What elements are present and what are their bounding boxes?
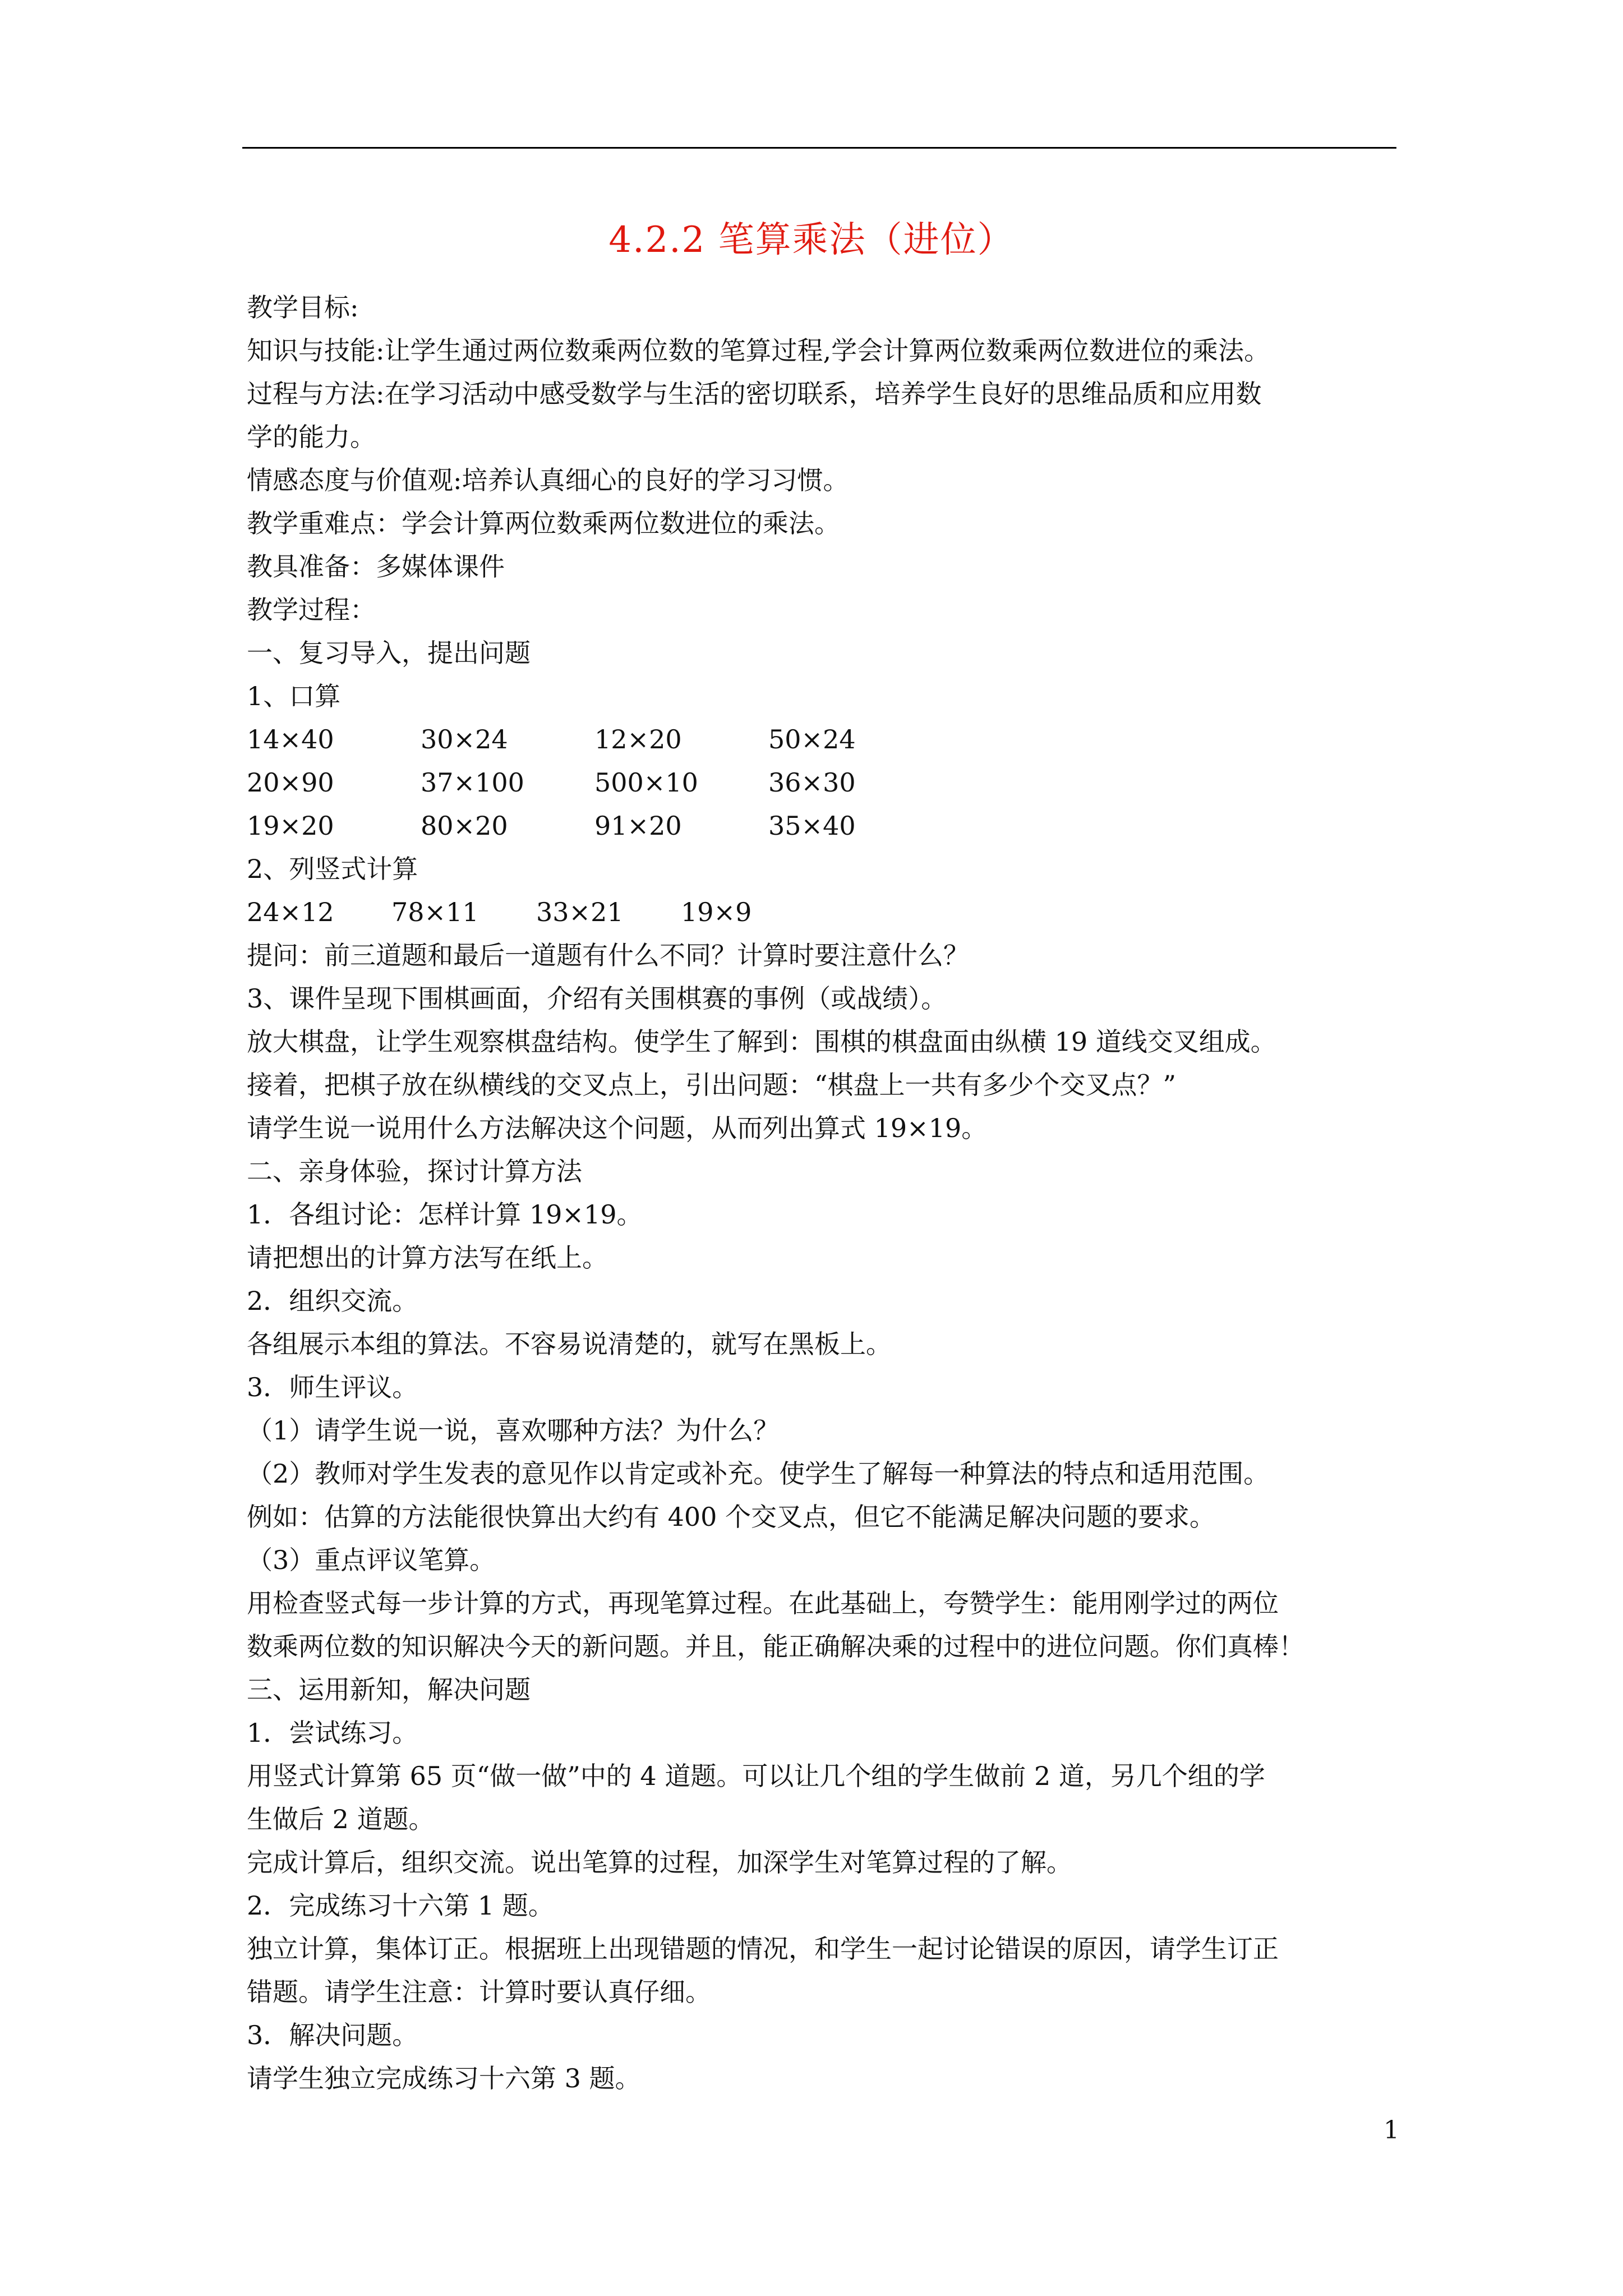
oral-calc-item: 91×20 bbox=[594, 811, 682, 841]
header-rule bbox=[242, 147, 1396, 149]
text-line: 请学生说一说用什么方法解决这个问题，从而列出算式 19×19。 bbox=[247, 1113, 988, 1143]
text-line: 教学重难点：学会计算两位数乘两位数进位的乘法。 bbox=[247, 508, 840, 539]
text-line: 请把想出的计算方法写在纸上。 bbox=[247, 1243, 608, 1273]
text-line: 学的能力。 bbox=[247, 422, 376, 452]
text-line: （3）重点评议笔算。 bbox=[247, 1545, 496, 1575]
document-body bbox=[247, 286, 1402, 2100]
text-line: 教具准备：多媒体课件 bbox=[247, 551, 505, 582]
text-line: 3．师生评议。 bbox=[247, 1372, 418, 1402]
text-line: 过程与方法:在学习活动中感受数学与生活的密切联系，培养学生良好的思维品质和应用数 bbox=[247, 379, 1262, 409]
text-line: 3、课件呈现下围棋画面，介绍有关围棋赛的事例（或战绩）。 bbox=[247, 983, 947, 1014]
text-line: 数乘两位数的知识解决今天的新问题。并且，能正确解决乘的过程中的进位问题。你们真棒！ bbox=[247, 1631, 1304, 1662]
text-line: 完成计算后，组织交流。说出笔算的过程，加深学生对笔算过程的了解。 bbox=[247, 1847, 1072, 1878]
section-heading: 三、运用新知，解决问题 bbox=[247, 1674, 531, 1705]
text-line: （1）请学生说一说，喜欢哪种方法？为什么？ bbox=[247, 1415, 780, 1446]
vertical-calc-item: 78×11 bbox=[391, 897, 479, 927]
oral-calc-item: 500×10 bbox=[594, 767, 698, 798]
text-line: 放大棋盘，让学生观察棋盘结构。使学生了解到：围棋的棋盘面由纵横 19 道线交叉组成。 bbox=[247, 1027, 1276, 1057]
oral-calc-item: 35×40 bbox=[768, 811, 856, 841]
oral-calc-row bbox=[247, 804, 1402, 848]
text-line: 1．尝试练习。 bbox=[247, 1718, 418, 1748]
oral-calc-item: 14×40 bbox=[247, 724, 334, 754]
oral-calc-row bbox=[247, 718, 1402, 761]
text-line: 生做后 2 道题。 bbox=[247, 1804, 435, 1834]
vertical-calc-item: 24×12 bbox=[247, 897, 334, 927]
section-heading: 二、亲身体验，探讨计算方法 bbox=[247, 1156, 582, 1186]
page-number: 1 bbox=[1384, 2116, 1399, 2145]
subsection-heading: 2、列竖式计算 bbox=[247, 854, 418, 884]
oral-calc-item: 50×24 bbox=[768, 724, 856, 754]
oral-calc-item: 12×20 bbox=[594, 724, 682, 754]
section-heading: 一、复习导入，提出问题 bbox=[247, 638, 531, 668]
text-line: 用检查竖式每一步计算的方式，再现笔算过程。在此基础上，夸赞学生：能用刚学过的两位 bbox=[247, 1588, 1279, 1618]
oral-calc-row bbox=[247, 761, 1402, 804]
document-title: 4.2.2 笔算乘法（进位） bbox=[608, 219, 1015, 261]
text-line: 教学过程： bbox=[247, 595, 376, 625]
vertical-calc-item: 33×21 bbox=[536, 897, 624, 927]
text-line: 提问：前三道题和最后一道题有什么不同？计算时要注意什么？ bbox=[247, 940, 969, 970]
text-line: 情感态度与价值观:培养认真细心的良好的学习习惯。 bbox=[247, 465, 849, 495]
vertical-calc-row bbox=[247, 891, 1402, 934]
text-line: 2．组织交流。 bbox=[247, 1286, 418, 1316]
oral-calc-item: 20×90 bbox=[247, 767, 334, 798]
text-line: 接着，把棋子放在纵横线的交叉点上，引出问题：“棋盘上一共有多少个交叉点？” bbox=[247, 1070, 1177, 1100]
text-line: 1．各组讨论：怎样计算 19×19。 bbox=[247, 1199, 643, 1230]
vertical-calc-item: 19×9 bbox=[681, 897, 752, 927]
oral-calc-item: 37×100 bbox=[421, 767, 524, 798]
oral-calc-item: 80×20 bbox=[421, 811, 508, 841]
text-line: 3．解决问题。 bbox=[247, 2020, 418, 2050]
text-line: 教学目标: bbox=[247, 292, 359, 323]
subsection-heading: 1、口算 bbox=[247, 681, 341, 711]
text-line: 用竖式计算第 65 页“做一做”中的 4 道题。可以让几个组的学生做前 2 道，另几个组的学 bbox=[247, 1761, 1265, 1791]
text-line: 独立计算，集体订正。根据班上出现错题的情况，和学生一起讨论错误的原因，请学生订正 bbox=[247, 1934, 1279, 1964]
text-line: 各组展示本组的算法。不容易说清楚的，就写在黑板上。 bbox=[247, 1329, 892, 1359]
text-line: 请学生独立完成练习十六第 3 题。 bbox=[247, 2063, 641, 2093]
text-line: 2．完成练习十六第 1 题。 bbox=[247, 1890, 554, 1921]
oral-calc-item: 19×20 bbox=[247, 811, 334, 841]
text-line: 例如：估算的方法能很快算出大约有 400 个交叉点，但它不能满足解决问题的要求。 bbox=[247, 1502, 1216, 1532]
text-line: 知识与技能:让学生通过两位数乘两位数的笔算过程,学会计算两位数乘两位数进位的乘法。 bbox=[247, 335, 1270, 366]
oral-calc-item: 36×30 bbox=[768, 767, 856, 798]
text-line: （2）教师对学生发表的意见作以肯定或补充。使学生了解每一种算法的特点和适用范围。 bbox=[247, 1458, 1270, 1489]
text-line: 错题。请学生注意：计算时要认真仔细。 bbox=[247, 1977, 711, 2007]
oral-calc-item: 30×24 bbox=[421, 724, 508, 754]
